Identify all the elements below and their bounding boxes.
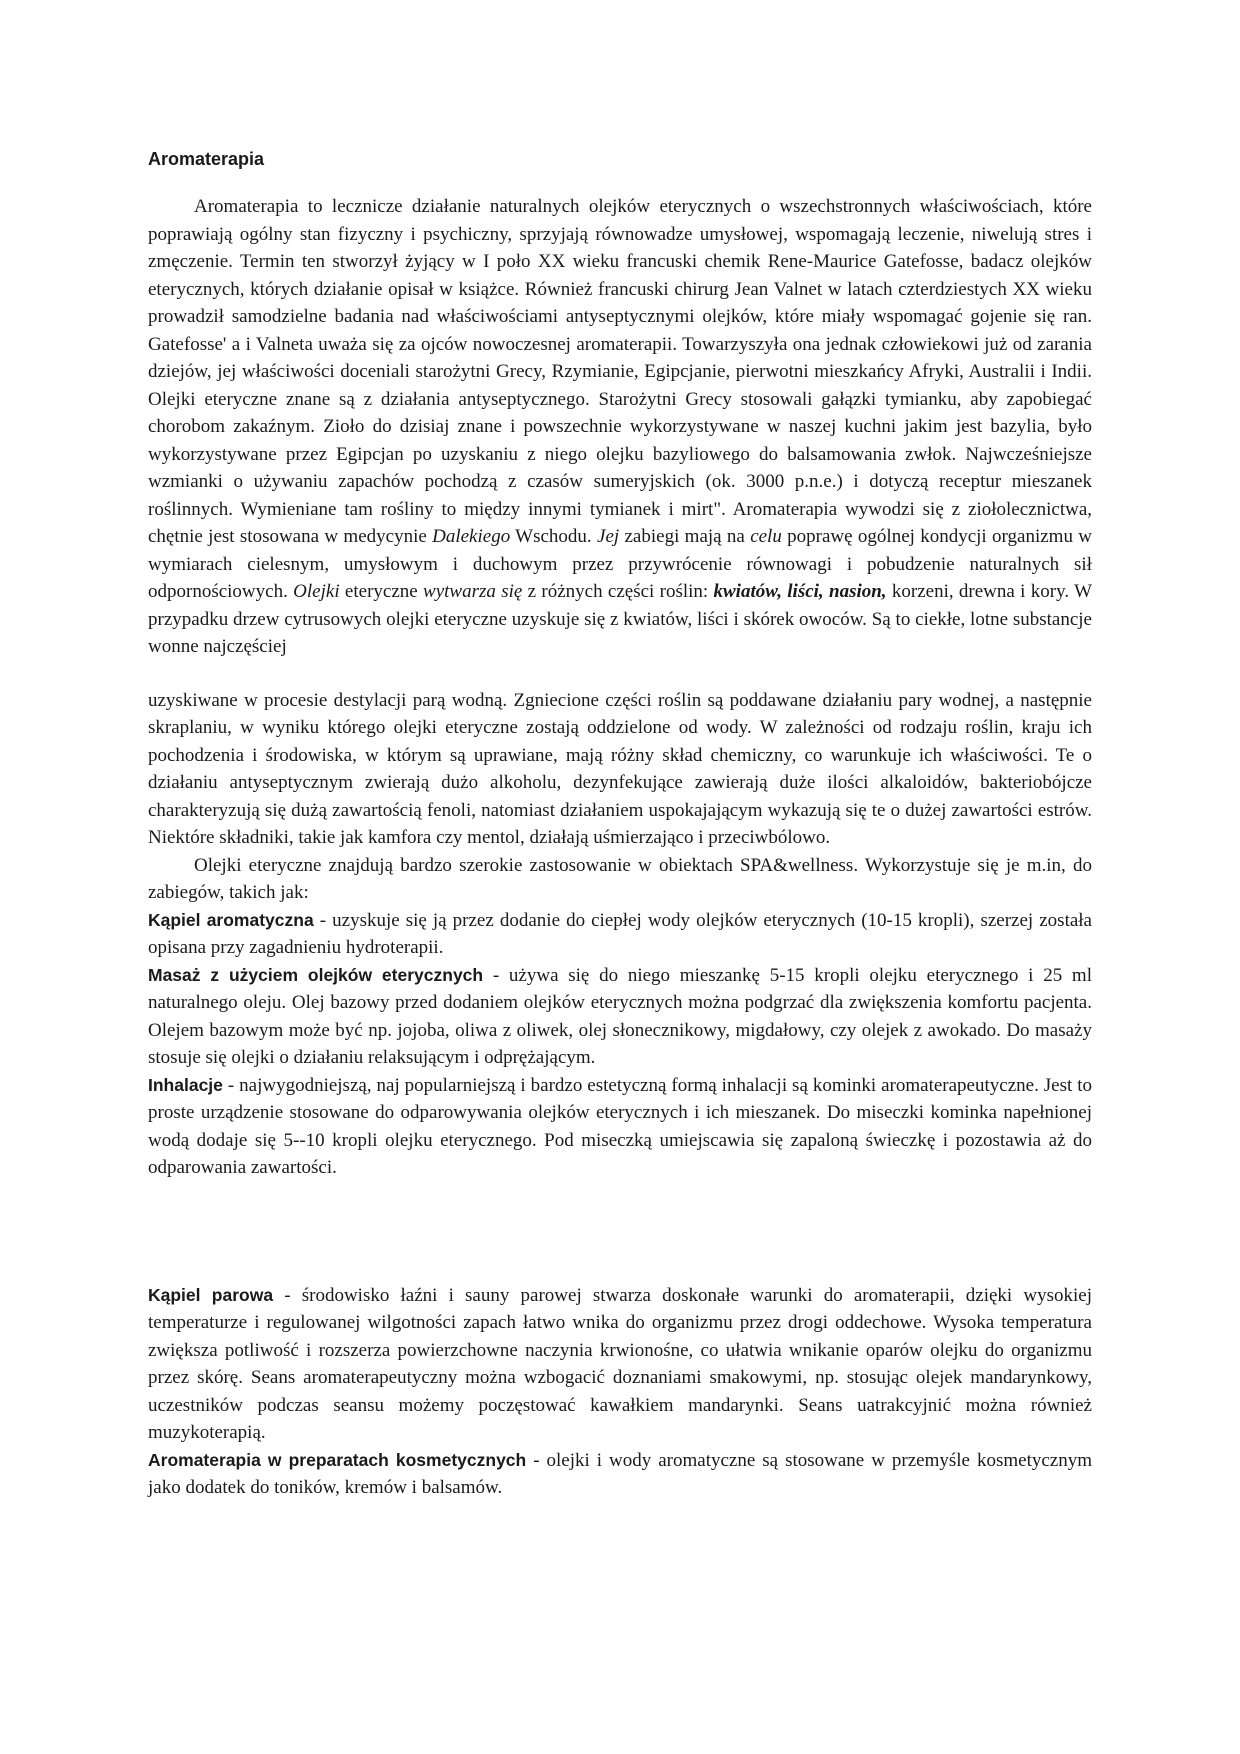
treatment-text: - środowisko łaźni i sauny parowej stwarza doskonałe warunki do aromaterapii, dzięki wysokiej temperaturze i regulowanej wilgotności zapach łatwo wnika do organizmu przez drogi oddechowe. Wysoka temperatura zwiększa potliwość i rozszerza powierzchowne naczynia krwionośne, co ułatwia wnikanie oparów olejku do organizmu przez skórę. Seans aromaterapeutyczny można wzbogacić doznaniami smakowymi, np. stosując olejek mandarynkowy, uczestników podczas seansu możemy poczęstować kawałkiem mandarynki. Seans uatrakcyjnić można również muzykoterapią. <box>148 1284 1092 1443</box>
intro-text-f: z różnych części roślin: <box>522 581 714 602</box>
intro-italic-dalekiego: Dalekiego <box>432 526 511 547</box>
treatment-text: - olejki i wody aromatyczne są stosowane w przemyśle kosmetycznym jako dodatek do toników, kremów i balsamów. <box>148 1449 1092 1498</box>
treatment-term: Aromaterapia w preparatach kosmetycznych <box>148 1449 527 1470</box>
intro-text-b: Wschodu. <box>510 526 598 547</box>
paragraph-gap <box>148 661 1092 687</box>
section-gap <box>148 1182 1092 1282</box>
intro-italic-plant-parts: kwiatów, liści, nasion, <box>713 581 887 602</box>
treatment-term: Kąpiel parowa <box>148 1284 274 1305</box>
treatment-item <box>148 907 1092 962</box>
treatment-text: - uzyskuje się ją przez dodanie do ciepłej wody olejków eterycznych (10-15 kropli), szerzej została opisana przy zagadnieniu hydroterapii. <box>148 909 1092 958</box>
intro-italic-celu: celu <box>750 526 782 547</box>
intro-text-d: poprawę ogólnej kondycji organizmu w wymiarach cielesnym, umysłowym i duchowym przez przywrócenie równowagi i pobudzenie naturalnych sił odpornościowych. <box>148 526 1092 602</box>
intro-text-g: korzeni, drewna i kory. W przypadku drzew cytrusowych olejki eteryczne uzyskuje się z kwiatów, liści i skórek owoców. Są to ciekłe, lotne substancje wonne najczęściej <box>148 581 1093 657</box>
treatment-item <box>148 1282 1092 1447</box>
document-page <box>148 146 1092 1502</box>
intro-paragraph <box>148 193 1092 661</box>
spa-usage-paragraph: Olejki eteryczne znajdują bardzo szerokie zastosowanie w obiektach SPA&wellness. Wykorzystuje się je m.in, do zabiegów, takich jak: <box>148 854 1092 903</box>
intro-italic-olejki: Olejki <box>293 581 340 602</box>
intro-text: Aromaterapia to lecznicze działanie naturalnych olejków eterycznych o wszechstronnych właściwościach, które poprawiają ogólny stan fizyczny i psychiczny, sprzyjają równowadze umysłowej, wspomagają leczenie, niwelują stres i zmęczenie. Termin ten stworzył żyjący w I poło XX wieku francuski chemik Rene-Maurice Gatefosse, badacz olejków eterycznych, których działanie opisał w książce. Również francuski chirurg Jean Valnet w latach czterdziestych XX wieku prowadził samodzielne badania nad właściwościami antyseptycznymi olejków, które miały wspomagać gojenie się ran. Gatefosse' a i Valneta uważa się za ojców nowoczesnej aromaterapii. Towarzyszyła ona jednak człowiekowi już od zarania dziejów, jej właściwości doceniali starożytni Grecy, Rzymianie, Egipcjanie, pierwotni mieszkańcy Afryki, Australii i Indii. Olejki eteryczne znane są z działania antyseptycznego. Starożytni Grecy stosowali gałązki tymianku, aby zapobiegać chorobom zakaźnym. Zioło do dzisiaj znane i powszechnie wykorzystywane w naszej kuchni jakim jest bazylia, było wykorzystywane przez Egipcjan po uzyskaniu z niego olejku bazyliowego do balsamowania zwłok. Najwcześniejsze wzmianki o używaniu zapachów pochodzą z czasów sumeryjskich (ok. 3000 p.n.e.) i dotyczą receptur mieszanek roślinnych. Wymieniane tam rośliny to między innymi tymianek i mirt". Aromaterapia wywodzi się z ziołolecznictwa, chętnie jest stosowana w medycynie <box>148 196 1092 547</box>
treatment-term: Inhalacje <box>148 1074 223 1095</box>
treatment-item <box>148 962 1092 1072</box>
document-title: Aromaterapia <box>148 149 265 169</box>
intro-italic-wytwarza: wytwarza się <box>423 581 523 602</box>
intro-text-e: eteryczne <box>339 581 424 602</box>
intro-text-c: zabiegi mają na <box>619 526 751 547</box>
treatment-item <box>148 1072 1092 1182</box>
intro-italic-jej: Jej <box>597 526 620 547</box>
treatment-text: - najwygodniejszą, naj popularniejszą i bardzo estetyczną formą inhalacji są kominki aromaterapeutyczne. Jest to proste urządzenie stosowane do odparowywania olejków eterycznych i ich mieszanek. Do miseczki kominka napełnionej wodą dodaje się 5--10 kropli olejku eterycznego. Pod miseczką umiejscawia się zapaloną świeczkę i pozostawia aż do odparowania zawartości. <box>148 1074 1092 1178</box>
treatment-term: Kąpiel aromatyczna <box>148 909 314 930</box>
distillation-paragraph: uzyskiwane w procesie destylacji parą wodną. Zgniecione części roślin są poddawane działaniu pary wodnej, a następnie skraplaniu, w wyniku którego olejki eteryczne zostają oddzielone od wody. W zależności od rodzaju roślin, kraju ich pochodzenia i środowiska, w którym są uprawiane, mają różny skład chemiczny, co warunkuje ich właściwości. Te o działaniu antyseptycznym zwierają dużo alkoholu, dezynfekujące zawierają duże ilości alkaloidów, bakteriobójcze charakteryzują się dużą zawartością fenoli, natomiast działaniem uspokajającym wykazują się te o dużej zawartości estrów. Niektóre składniki, takie jak kamfora czy mentol, działają uśmierzająco i przeciwbólowo. <box>148 689 1092 848</box>
treatment-term: Masaż z użyciem olejków eterycznych <box>148 964 484 985</box>
treatment-text: - używa się do niego mieszankę 5-15 kropli olejku eterycznego i 25 ml naturalnego oleju. Olej bazowy przed dodaniem olejków eterycznych można podgrzać dla zwiększenia komfortu pacjenta. Olejem bazowym może być np. jojoba, oliwa z oliwek, olej słonecznikowy, migdałowy, czy olejek z awokado. Do masaży stosuje się olejki o działaniu relaksującym i odprężającym. <box>148 964 1092 1068</box>
treatment-item <box>148 1447 1092 1502</box>
